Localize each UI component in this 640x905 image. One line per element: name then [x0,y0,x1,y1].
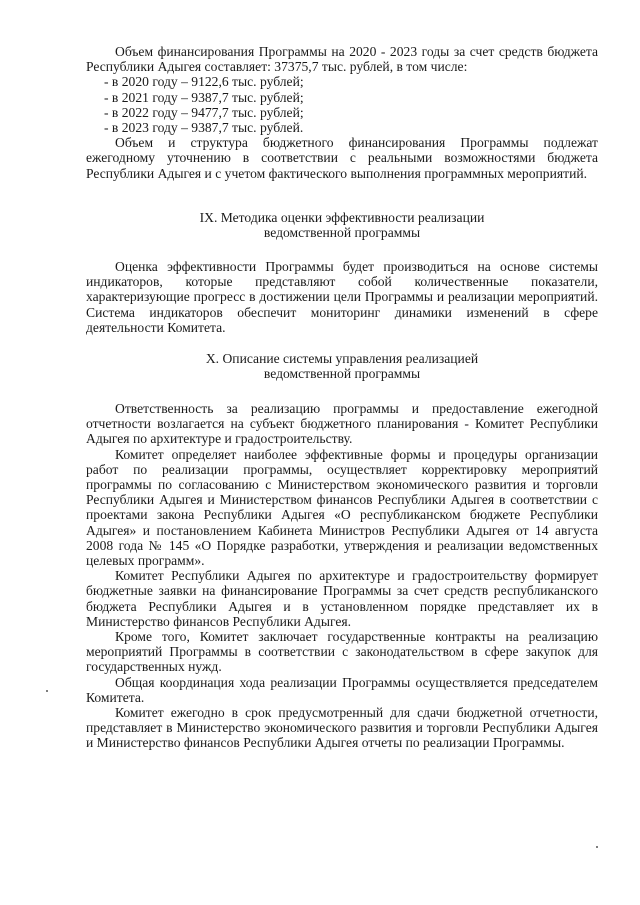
section-x-body [86,401,598,751]
financing-closing: Объем и структура бюджетного финансирования Программы подлежат ежегодному уточнению в соответствии с реальными возможностями бюджета Республики Адыгея и с учетом фактического выполнения программных мероприятий. [86,135,598,181]
section-x-paragraph: Кроме того, Комитет заключает государственные контракты на реализацию мероприятий Программы в соответствии с законодательством в сфере закупок для государственных нужд. [86,629,598,675]
section-ix-paragraph: Оценка эффективности Программы будет производиться на основе системы индикаторов, которые представляют собой количественные показатели, характеризующие прогресс в достижении цели Программы и реализации мероприятий. Система индикаторов обеспечит мониторинг динамики изменений в сфере деятельности Комитета. [86,259,598,335]
financing-intro: Объем финансирования Программы на 2020 - 2023 годы за счет средств бюджета Республики Адыгея составляет: 37375,7 тыс. рублей, в том числе: [86,44,598,75]
financing-section [86,44,598,181]
section-ix-title-line2: ведомственной программы [263,225,421,241]
financing-item-2023: - в 2023 году – 9387,7 тыс. рублей. [104,120,304,136]
section-x-title-line2: ведомственной программы [263,366,421,382]
section-ix-title [86,210,598,240]
scan-speck [596,846,598,848]
scan-speck [46,690,48,692]
financing-item-2021: - в 2021 году – 9387,7 тыс. рублей; [104,89,304,105]
financing-item-2020: - в 2020 году – 9122,6 тыс. рублей; [104,74,304,90]
section-ix-title-line1: IX. Методика оценки эффективности реализации [199,210,485,225]
section-x-title [86,351,598,381]
section-x-paragraph: Ответственность за реализацию программы и предоставление ежегодной отчетности возлагается на субъект бюджетного планирования - Комитет Республики Адыгея по архитектуре и градостроительству. [86,401,598,447]
section-x-paragraph: Общая координация хода реализации Программы осуществляется председателем Комитета. [86,674,598,705]
section-x-title-line1: X. Описание системы управления реализацией [205,351,479,366]
section-x-paragraph: Комитет определяет наиболее эффективные формы и процедуры организации работ по реализации программы, осуществляет корректировку мероприятий программы по согласованию с Министерством экономического развития и торговли Республики Адыгея и Министерством финансов Республики Адыгея в соответствии с проектами закона Республики Адыгея «О республиканском бюджете Республики Адыгея» и постановлением Кабинета Министров Республики Адыгея от 14 августа 2008 года № 145 «О Порядке разработки, утверждения и реализации ведомственных целевых программ». [86,446,598,569]
section-ix-body [86,259,598,335]
section-x-paragraph: Комитет Республики Адыгея по архитектуре и градостроительству формирует бюджетные заявки на финансирование Программы за счет средств республиканского бюджета Республики Адыгея и в установленном порядке представляет их в Министерство финансов Республики Адыгея. [86,568,598,629]
section-x-paragraph: Комитет ежегодно в срок предусмотренный для сдачи бюджетной отчетности, представляет в Министерство экономического развития и торговли Республики Адыгея и Министерство финансов Республики Адыгея отчеты по реализации Программы. [86,705,598,751]
financing-item-2022: - в 2022 году – 9477,7 тыс. рублей; [104,104,304,120]
